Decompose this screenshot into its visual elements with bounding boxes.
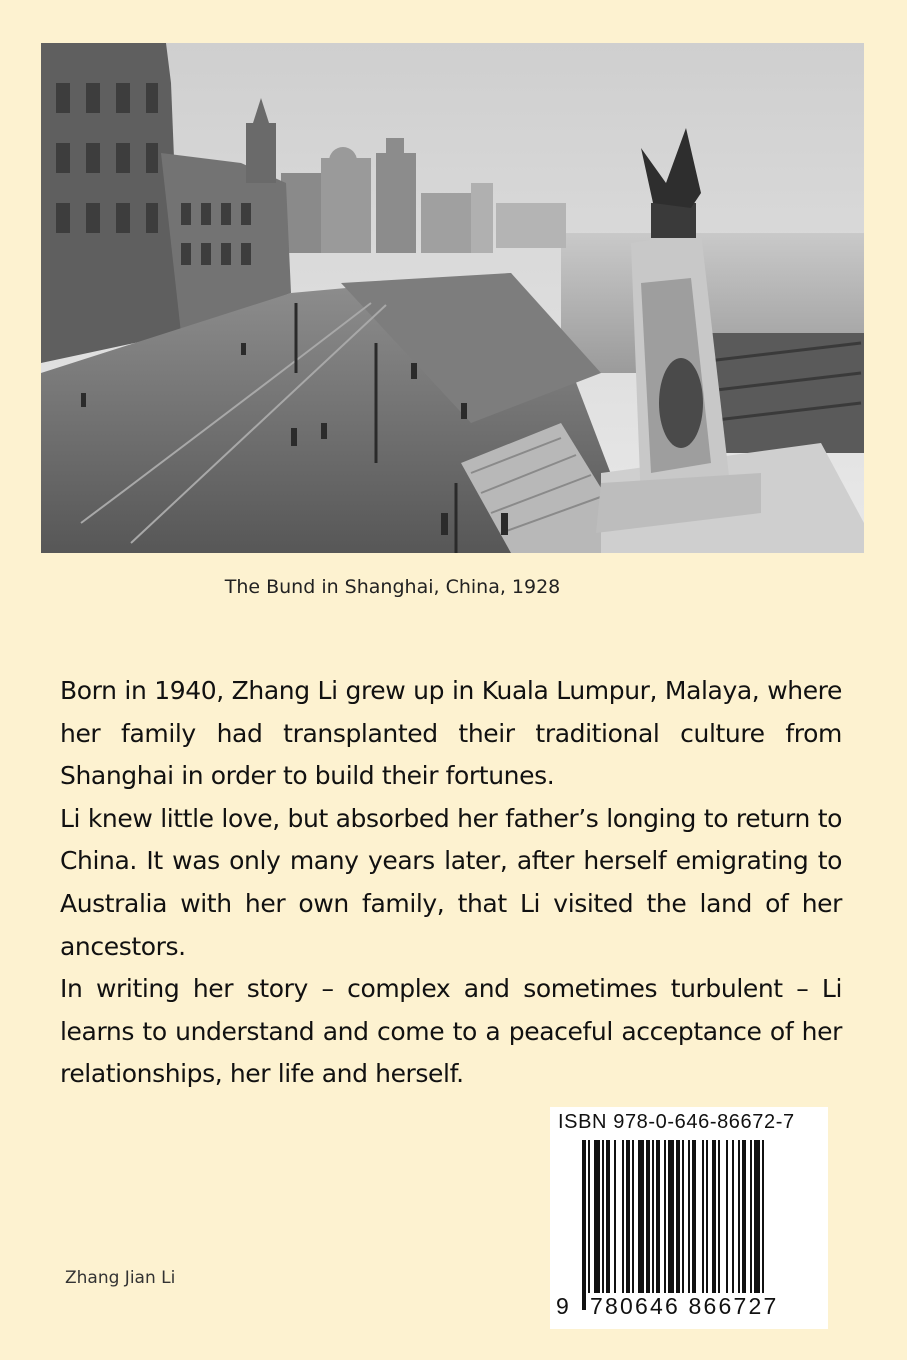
barcode-bar <box>638 1140 644 1310</box>
barcode-bar <box>754 1140 760 1310</box>
barcode-bar <box>606 1140 610 1310</box>
barcode-bar <box>706 1140 708 1310</box>
back-cover-blurb <box>60 670 842 1096</box>
barcode-bar <box>656 1140 660 1310</box>
barcode-bar <box>750 1140 752 1310</box>
barcode-bar <box>712 1140 716 1310</box>
blurb-paragraph-3: In writing her story – complex and sometimes turbulent – Li learns to understand and come to a peaceful acceptance of her relationships, her life and herself. <box>60 974 842 1089</box>
ean-first-digit: 9 <box>556 1293 569 1319</box>
barcode-bar <box>668 1140 674 1310</box>
barcode-bar <box>762 1140 764 1310</box>
barcode-bar <box>692 1140 696 1310</box>
barcode-bar <box>742 1140 746 1310</box>
barcode-bar <box>622 1140 624 1310</box>
photo-caption: The Bund in Shanghai, China, 1928 <box>224 576 561 598</box>
ean-digits: 780646 866727 <box>586 1293 816 1320</box>
isbn-barcode <box>550 1107 828 1329</box>
barcode-bar <box>688 1140 690 1310</box>
barcode-bar <box>718 1140 720 1310</box>
barcode-bar <box>626 1140 630 1310</box>
barcode-bar <box>682 1140 684 1310</box>
barcode-bar <box>738 1140 740 1310</box>
barcode-bar <box>726 1140 728 1310</box>
barcode-bars <box>582 1140 814 1310</box>
cover-photograph <box>41 43 864 553</box>
barcode-bar <box>582 1140 586 1310</box>
barcode-bar <box>588 1140 590 1310</box>
barcode-bar <box>664 1140 666 1310</box>
barcode-bar <box>632 1140 634 1310</box>
barcode-bar <box>602 1140 604 1310</box>
isbn-label: ISBN 978-0-646-86672-7 <box>558 1111 795 1133</box>
barcode-bar <box>594 1140 600 1310</box>
barcode-bar <box>614 1140 616 1310</box>
blurb-paragraph-1: Born in 1940, Zhang Li grew up in Kuala Lumpur, Malaya, where her family had transplanted their traditional culture from Shanghai in order to build their fortunes. <box>60 676 842 791</box>
barcode-bar <box>732 1140 734 1310</box>
author-name: Zhang Jian Li <box>65 1268 176 1288</box>
barcode-bar <box>646 1140 650 1310</box>
barcode-bar <box>652 1140 654 1310</box>
bund-photo-illustration <box>41 43 864 553</box>
blurb-paragraph-2: Li knew little love, but absorbed her father’s longing to return to China. It was only many years later, after herself emigrating to Australia with her own family, that Li visited the land of her ancestors. <box>60 803 842 961</box>
barcode-bar <box>702 1140 704 1310</box>
barcode-bar <box>676 1140 680 1310</box>
